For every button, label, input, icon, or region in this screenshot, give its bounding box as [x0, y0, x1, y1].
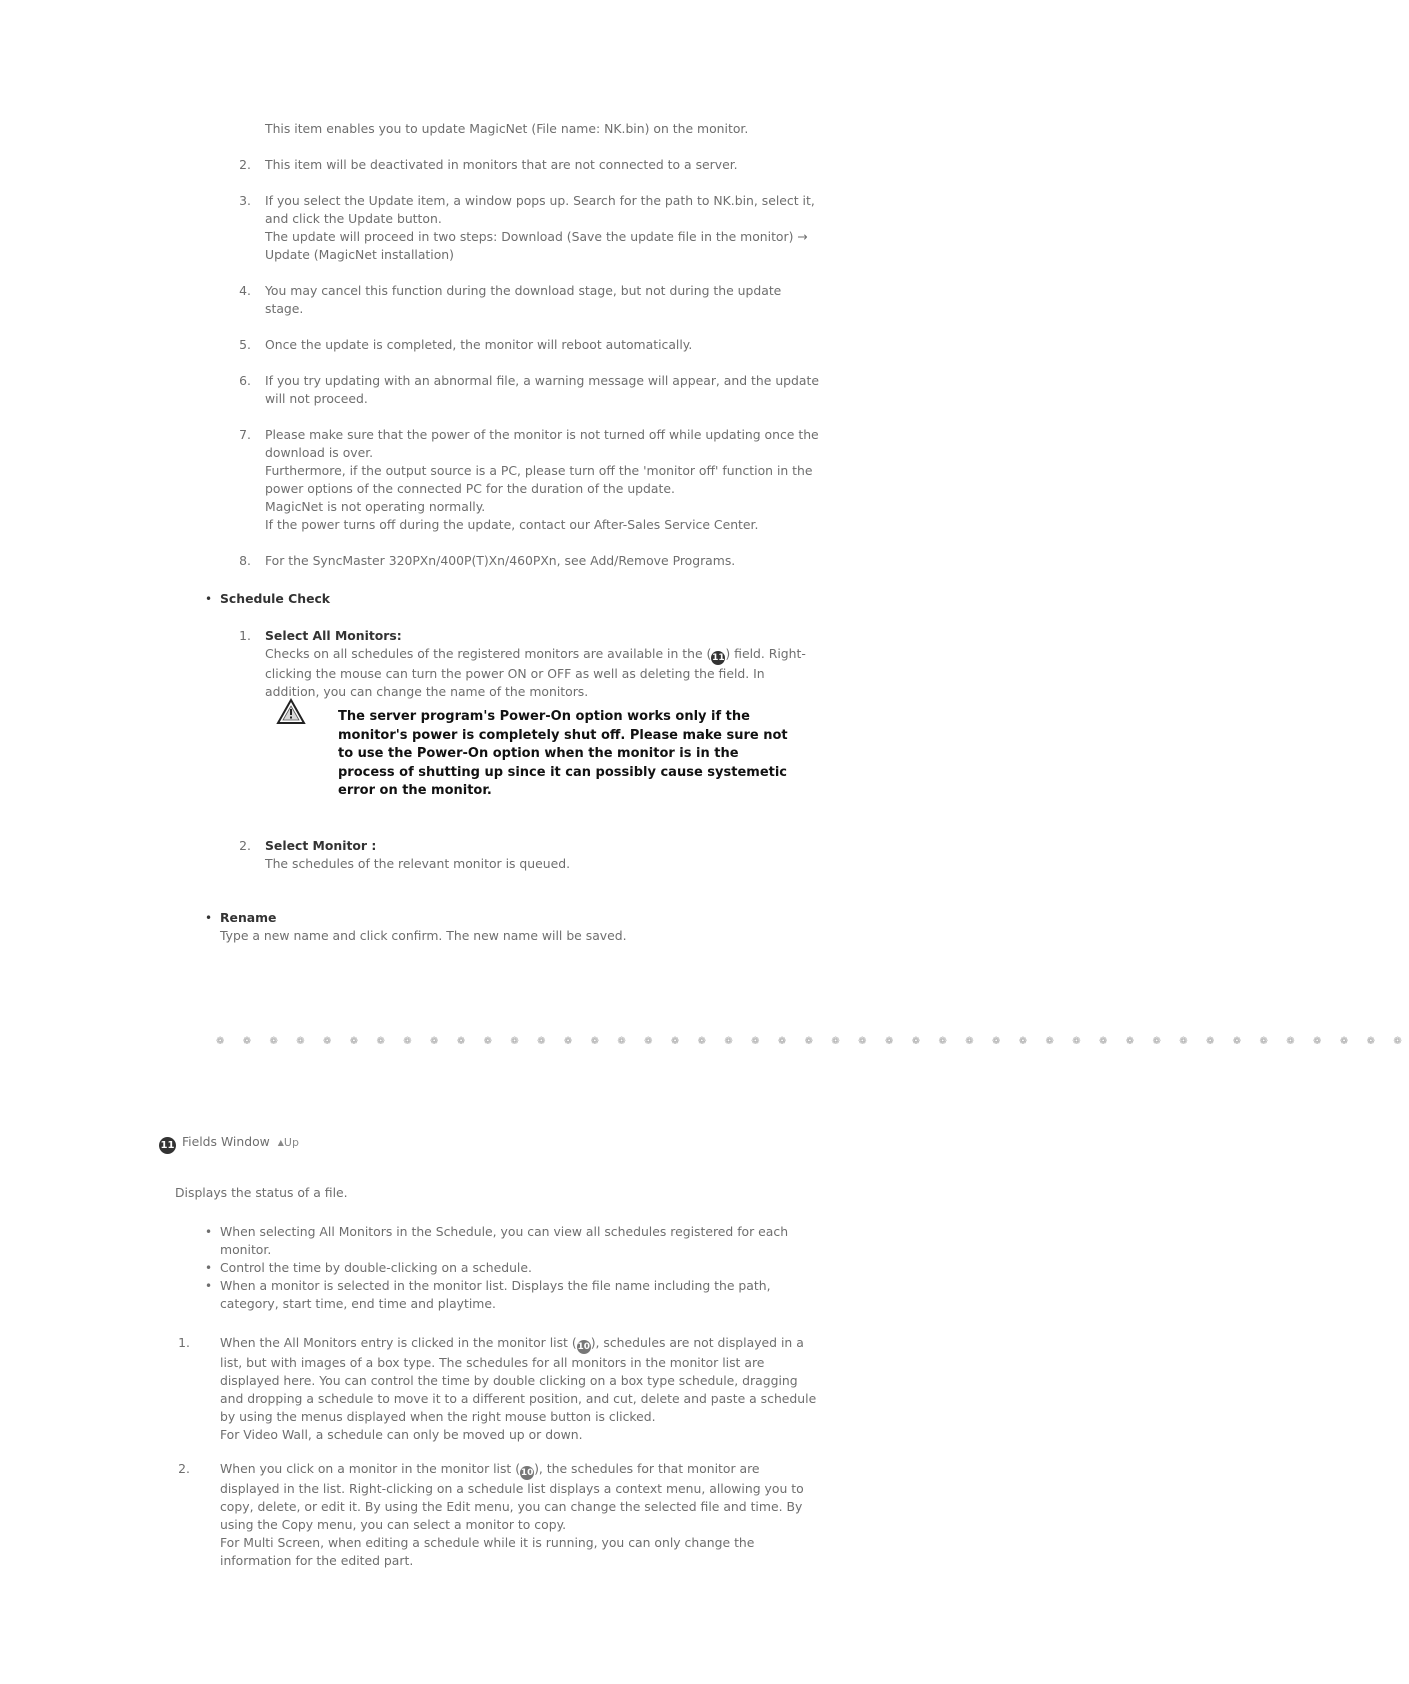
select-all-monitors-line: clicking the mouse can turn the power ON or OFF as well as deleting the field. In	[265, 666, 765, 681]
fields-numbered-line: information for the edited part.	[220, 1553, 414, 1568]
text-fragment: Checks on all schedules of the registered monitors are available in the (	[265, 646, 712, 661]
step-number: 2.	[239, 838, 251, 853]
fields-numbered-line: by using the menus displayed when the right mouse button is clicked.	[220, 1409, 656, 1424]
step-line: and click the Update button.	[265, 211, 442, 226]
fields-numbered-line: copy, delete, or edit it. By using the Edit menu, you can change the selected file and time. By	[220, 1499, 803, 1514]
fields-window-title: Fields Window	[181, 1134, 270, 1149]
text-fragment: When you click on a monitor in the monitor list (	[220, 1461, 521, 1476]
step-line: download is over.	[265, 445, 374, 460]
fields-window-header	[159, 1133, 299, 1154]
fields-bullet-item	[220, 1223, 788, 1259]
step-line: will not proceed.	[265, 391, 368, 406]
step-number: 4.	[239, 283, 251, 298]
bullet-mark: •	[205, 1261, 213, 1275]
fields-numbered-line: using the Copy menu, you can select a monitor to copy.	[220, 1517, 567, 1532]
update-intro: This item enables you to update MagicNet (File name: NK.bin) on the monitor.	[265, 121, 749, 136]
bullet-mark: •	[205, 1225, 213, 1239]
fields-numbered-line: and dropping a schedule to move it to a different position, and cut, delete and paste a schedule	[220, 1391, 817, 1406]
step-line: Furthermore, if the output source is a PC, please turn off the 'monitor off' function in the	[265, 463, 813, 478]
schedule-check-heading: Schedule Check	[220, 591, 331, 606]
select-all-monitors-item	[265, 627, 806, 701]
step-text	[265, 372, 819, 408]
field-11-icon: 11	[159, 1137, 176, 1154]
warning-message	[338, 708, 788, 801]
step-number: 7.	[239, 427, 251, 442]
step-text: For the SyncMaster 320PXn/400P(T)Xn/460PXn, see Add/Remove Programs.	[265, 553, 736, 568]
field-10-icon: 10	[577, 1342, 590, 1352]
fields-numbered-item	[220, 1334, 816, 1444]
fields-numbered-line	[220, 1334, 816, 1354]
select-all-monitors-line: addition, you can change the name of the monitors.	[265, 684, 589, 699]
bullet-mark: •	[205, 592, 213, 606]
step-line: Update (MagicNet installation)	[265, 247, 454, 262]
bullet-mark: •	[205, 911, 213, 925]
fields-numbered-line: For Multi Screen, when editing a schedule while it is running, you can only change the	[220, 1535, 755, 1550]
step-line: Please make sure that the power of the monitor is not turned off while updating once the	[265, 427, 819, 442]
step-number: 8.	[239, 553, 251, 568]
warning-line: The server program's Power-On option works only if the	[338, 709, 750, 724]
select-monitor-text: The schedules of the relevant monitor is queued.	[265, 856, 571, 871]
step-number: 2.	[239, 157, 251, 172]
bullet-line: Control the time by double-clicking on a schedule.	[220, 1260, 532, 1275]
rename-text: Type a new name and click confirm. The new name will be saved.	[220, 928, 627, 943]
step-line: MagicNet is not operating normally.	[265, 499, 486, 514]
step-line: You may cancel this function during the download stage, but not during the update	[265, 283, 782, 298]
step-number: 1.	[178, 1335, 190, 1350]
up-link[interactable]	[278, 1136, 299, 1149]
bullet-line: category, start time, end time and playtime.	[220, 1296, 496, 1311]
warning-line: to use the Power-On option when the monitor is in the	[338, 746, 739, 761]
select-monitor-item	[265, 837, 570, 873]
step-text: Once the update is completed, the monitor will reboot automatically.	[265, 337, 693, 352]
fields-numbered-line: displayed here. You can control the time by double clicking on a box type schedule, dragging	[220, 1373, 798, 1388]
step-line: If you select the Update item, a window pops up. Search for the path to NK.bin, select it,	[265, 193, 815, 208]
step-line: power options of the connected PC for the duration of the update.	[265, 481, 675, 496]
step-number: 6.	[239, 373, 251, 388]
warning-line: process of shutting up since it can possibly cause systemetic	[338, 764, 788, 780]
rename-section	[220, 909, 627, 945]
fields-bullet-item	[220, 1277, 771, 1313]
select-all-monitors-line	[265, 645, 806, 665]
fields-numbered-line: displayed in the list. Right-clicking on a schedule list displays a context menu, allowing you to	[220, 1481, 804, 1496]
step-number: 1.	[239, 628, 251, 643]
rename-heading: Rename	[220, 910, 277, 925]
text-fragment: ), schedules are not displayed in a	[590, 1335, 804, 1350]
select-monitor-title: Select Monitor :	[265, 838, 377, 853]
fields-window-description: Displays the status of a file.	[175, 1185, 348, 1200]
fields-bullet-item	[220, 1259, 532, 1277]
step-line: If you try updating with an abnormal file, a warning message will appear, and the update	[265, 373, 819, 388]
bullet-line: monitor.	[220, 1242, 272, 1257]
step-number: 3.	[239, 193, 251, 208]
bullet-mark: •	[205, 1279, 213, 1293]
warning-triangle-icon	[276, 698, 306, 725]
bullet-line: When selecting All Monitors in the Schedule, you can view all schedules registered for each	[220, 1224, 789, 1239]
step-text	[265, 282, 781, 318]
fields-numbered-line: For Video Wall, a schedule can only be moved up or down.	[220, 1427, 583, 1442]
fields-numbered-line	[220, 1460, 804, 1480]
decorative-separator: ❁ ❁ ❁ ❁ ❁ ❁ ❁ ❁ ❁ ❁ ❁ ❁ ❁ ❁ ❁ ❁ ❁ ❁ ❁ ❁ ❁ ❁ ❁ ❁ ❁ ❁ ❁ ❁ ❁ ❁ ❁ ❁ ❁ ❁ ❁ ❁ ❁ ❁ ❁ ❁ ❁ ❁ ❁ ❁ ❁	[216, 1036, 1409, 1047]
up-arrow-icon: ▲	[277, 1138, 284, 1147]
step-text	[265, 426, 819, 534]
text-fragment: ) field. Right-	[725, 646, 806, 661]
step-line: The update will proceed in two steps: Download (Save the update file in the monitor) →	[265, 229, 808, 244]
step-text	[265, 192, 815, 264]
bullet-line: When a monitor is selected in the monitor list. Displays the file name including the path,	[220, 1278, 771, 1293]
text-fragment: When the All Monitors entry is clicked in the monitor list (	[220, 1335, 577, 1350]
field-10-icon: 10	[520, 1468, 534, 1478]
fields-numbered-item	[220, 1460, 804, 1570]
step-number: 2.	[178, 1461, 190, 1476]
fields-numbered-line: list, but with images of a box type. The schedules for all monitors in the monitor list are	[220, 1355, 765, 1370]
step-line: If the power turns off during the update, contact our After-Sales Service Center.	[265, 517, 759, 532]
step-text: This item will be deactivated in monitors that are not connected to a server.	[265, 157, 738, 172]
text-fragment: ), the schedules for that monitor are	[534, 1461, 760, 1476]
warning-line: monitor's power is completely shut off. Please make sure not	[338, 727, 788, 743]
up-link-label: Up	[283, 1136, 299, 1149]
warning-line: error on the monitor.	[338, 783, 492, 798]
step-line: stage.	[265, 301, 304, 316]
select-all-monitors-title: Select All Monitors:	[265, 628, 402, 643]
step-number: 5.	[239, 337, 251, 352]
field-11-icon: 11	[712, 653, 725, 663]
